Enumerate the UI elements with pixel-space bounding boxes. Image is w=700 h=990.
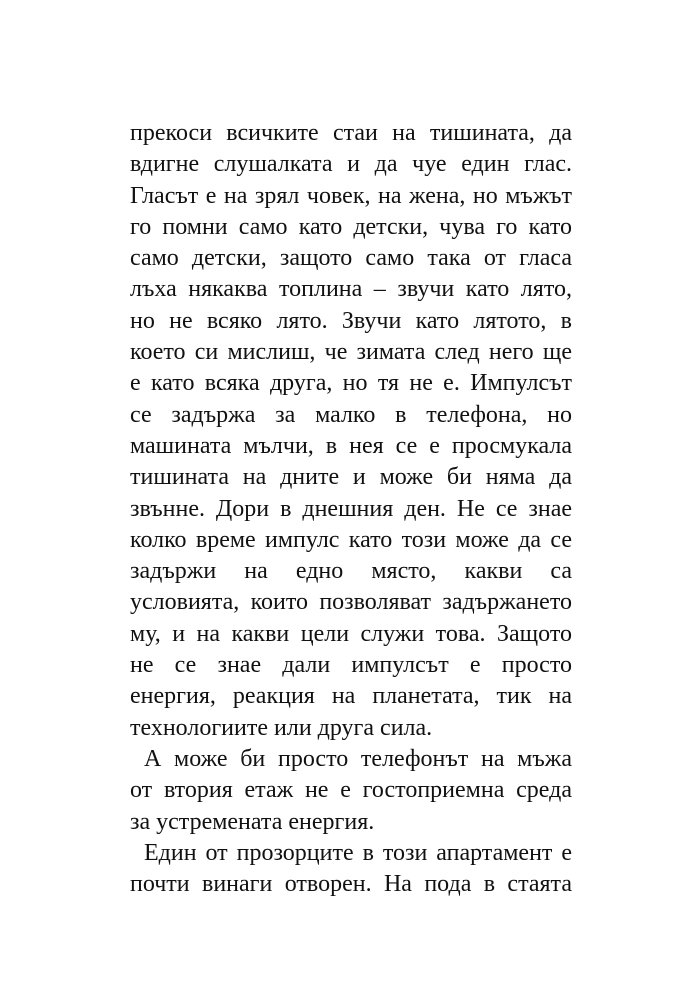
text-line: колко време импулс като този може да се — [130, 526, 572, 553]
text-line: тишината на дните и може би няма да — [130, 464, 572, 491]
body-text — [130, 118, 572, 900]
text-line: А може би просто телефонът на мъжа — [144, 745, 572, 772]
text-line: технологиите или друга сила. — [130, 714, 433, 741]
text-line: само детски, защото само така от гласа — [130, 245, 572, 272]
text-line: е като всяка друга, но тя не е. Импулсът — [130, 370, 572, 397]
text-line: но не всяко лято. Звучи като лятото, в — [130, 307, 572, 334]
text-line: го помни само като детски, чува го като — [130, 213, 572, 240]
text-line: се задържа за малко в телефона, но — [130, 401, 572, 428]
text-line: енергия, реакция на планетата, тик на — [130, 683, 572, 710]
text-line: прекоси всичките стаи на тишината, да — [130, 120, 572, 146]
text-line: условията, които позволяват задържането — [130, 589, 572, 616]
text-line: му, и на какви цели служи това. Защото — [130, 620, 572, 647]
text-line: не се знае дали импулсът е просто — [130, 652, 572, 679]
text-line: вдигне слушалката и да чуе един глас. — [130, 151, 572, 178]
text-line: от втория етаж не е гостоприемна среда — [130, 777, 572, 804]
paragraph-1 — [130, 118, 572, 744]
text-line: почти винаги отворен. На пода в стаята — [130, 871, 572, 898]
text-line: което си мислиш, че зимата след него ще — [130, 339, 572, 366]
text-line: звънне. Дори в днешния ден. Не се знае — [130, 495, 572, 522]
paragraph-3 — [130, 838, 572, 901]
text-line: задържи на едно място, какви са — [130, 558, 572, 585]
text-line: лъха някаква топлина – звучи като лято, — [130, 276, 572, 303]
text-line: за устремената енергия. — [130, 808, 375, 835]
paragraph-2 — [130, 744, 572, 838]
text-line: Един от прозорците в този апартамент е — [144, 839, 572, 866]
text-line: Гласът е на зрял човек, на жена, но мъжът — [130, 182, 572, 209]
text-line: машината мълчи, в нея се е просмукала — [130, 432, 572, 459]
